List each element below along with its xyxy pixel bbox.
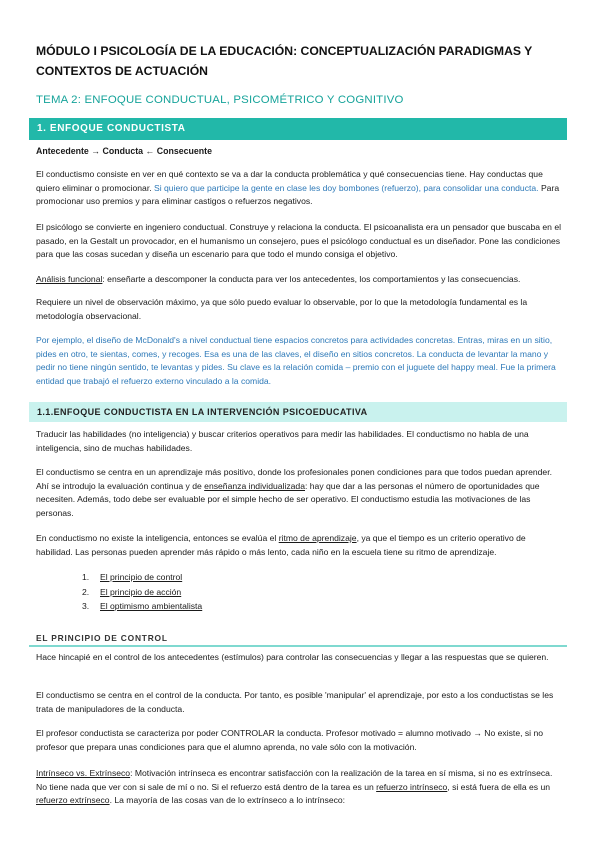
paragraph-observacion: Requiere un nivel de observación máximo, ya que sólo puedo evaluar lo observable, por lo que la metodología fundamental es la metodología observacional. (36, 297, 528, 321)
subsection-heading: 1.1.ENFOQUE CONDUCTISTA EN LA INTERVENCIÓN PSICOEDUCATIVA (37, 407, 368, 417)
paragraph-profesor-conductista: El profesor conductista se caracteriza por poder CONTROLAR la conducta. Profesor motivado = alumno motivado → No existe, si no profesor que prepara unas condiciones para que el alumno aprenda, no vale sólo con la motivación. (36, 728, 544, 752)
paragraph-text: , ya que el tiempo es un criterio operativo de habilidad. Las personas pueden aprender más rápido o más lento, cada niño en la escuela tiene su ritmo de aprendizaje. (36, 533, 526, 557)
term-analisis-funcional: Análisis funcional (36, 274, 103, 284)
behavior-formula: Antecedente → Conducta ← Consecuente (36, 146, 212, 156)
paragraph-mcdonalds-example: Por ejemplo, el diseño de McDonald's a nivel conductual tiene espacios concretos para actividades concretas. Entras, miras en un sitio, pides en otro, te sientas, comes, y recoges. Esa es una de las claves, el diseño en sitios concretos. La conducta de levantar la mano y pedir no tiene ningún sentido, te levantas y pides. Su clave es la relación comida – premio con el juguete del happy meal. Fue la primera entidad que trabajó el refuerzo externo vinculado a la comida. (36, 335, 556, 386)
term-refuerzo-intrinseco: refuerzo intrínseco (376, 781, 448, 792)
paragraph-text: . La mayoría de las cosas van de lo extrínseco a lo intrínseco: (109, 795, 346, 806)
heading-divider (29, 645, 567, 647)
section-heading: 1. ENFOQUE CONDUCTISTA (37, 123, 186, 134)
control-principle-heading: EL PRINCIPIO DE CONTROL (36, 633, 168, 643)
paragraph-psicologo: El psicólogo se convierte en ingeniero conductual. Construye y relaciona la conducta. El psicoanalista era un pensador que buscaba en el pasado, en la Gestalt un provocador, en el humanismo un consejero, pues el psicólogo conductual es un diseñador. Pone las condiciones para que las cosas sucedan y diseña un escenario para que todo el mundo consiga el objetivo. (36, 222, 562, 260)
paragraph-text: El conductismo se centra en un aprendizaje más positivo, donde los profesionales ponen condiciones para que todos puedan aprender. Ahí se introdujo la evaluación continua y de (36, 467, 552, 491)
list-item-link[interactable]: El principio de control (100, 572, 183, 582)
paragraph-text: En conductismo no existe la inteligencia, entonces se evalúa el (36, 533, 279, 543)
paragraph-text: : hay que dar a las personas el número de oportunidades que necesiten. Además, todo debe ser evaluable por el simple hecho de ser operativo. El conductismo estudia las motivaciones de las personas. (36, 480, 540, 518)
list-item-link[interactable]: El optimismo ambientalista (100, 601, 203, 612)
tema-heading: TEMA 2: ENFOQUE CONDUCTUAL, PSICOMÉTRICO Y COGNITIVO (36, 94, 404, 106)
paragraph-text: , si está fuera de ella es un (447, 781, 551, 792)
list-item-link[interactable]: El principio de acción (100, 586, 182, 597)
paragraph-conductismo (36, 168, 564, 209)
document-title: MÓDULO I PSICOLOGÍA DE LA EDUCACIÓN: CONCEPTUALIZACIÓN PARADIGMAS Y CONTEXTOS DE ACTUACIÓN (36, 44, 533, 78)
term-refuerzo-extrinseco: refuerzo extrínseco (36, 795, 110, 806)
list-item: 1. El principio de control (82, 572, 183, 582)
paragraph-intrinseco-extrinseco (36, 767, 564, 808)
paragraph-text: : Motivación intrínseca es encontrar satisfacción con la realización de la tarea en sí misma, si no es extrínseca. No tiene nada que ver con si sale de mí o no. Si el refuerzo está dentro de la tarea es un (36, 768, 553, 792)
principles-list (82, 570, 202, 614)
paragraph-aprendizaje-positivo (36, 466, 564, 520)
example-text: Si quiero que participe la gente en clase les doy bombones (refuerzo), para consolidar una conducta. (153, 182, 539, 193)
paragraph-text: El conductismo consiste en ver en qué contexto se va a dar la conducta problemática y qué consecuencias tiene. Hay conductas que quiero eliminar o promocionar. (36, 169, 543, 193)
list-item: 3. El optimismo ambientalista (82, 601, 203, 612)
paragraph-text: : enseñarte a descomponer la conducta para ver los antecedentes, los comportamientos y las consecuencias. (102, 274, 521, 284)
term-ensenanza-individualizada: enseñanza individualizada (204, 480, 305, 491)
paragraph-control-antecedentes: Hace hincapié en el control de los antecedentes (estímulos) para controlar las consecuencias y llegar a las respuestas que se quieren. (36, 652, 549, 662)
term-intrinseco-extrinseco: Intrínseco vs. Extrínseco (36, 768, 131, 778)
paragraph-analisis-funcional (36, 273, 564, 287)
term-ritmo-aprendizaje: ritmo de aprendizaje (278, 533, 357, 543)
paragraph-habilidades: Traducir las habilidades (no inteligencia) y buscar criterios operativos para medir las habilidades. El conductismo no habla de una inteligencia, sino de muchas habilidades. (36, 429, 529, 453)
paragraph-control-conducta: El conductismo se centra en el control de la conducta. Por tanto, es posible 'manipular' el aprendizaje, por esto a los conductistas se les trata de manipuladores de la conducta. (36, 690, 554, 714)
paragraph-text: Para promocionar uso premios y para eliminar castigos o refuerzos negativos. (36, 182, 560, 207)
list-item: 2. El principio de acción (82, 586, 182, 597)
section-heading-bar (29, 118, 567, 140)
paragraph-ritmo-aprendizaje (36, 532, 564, 559)
subsection-heading-bar (29, 402, 567, 422)
